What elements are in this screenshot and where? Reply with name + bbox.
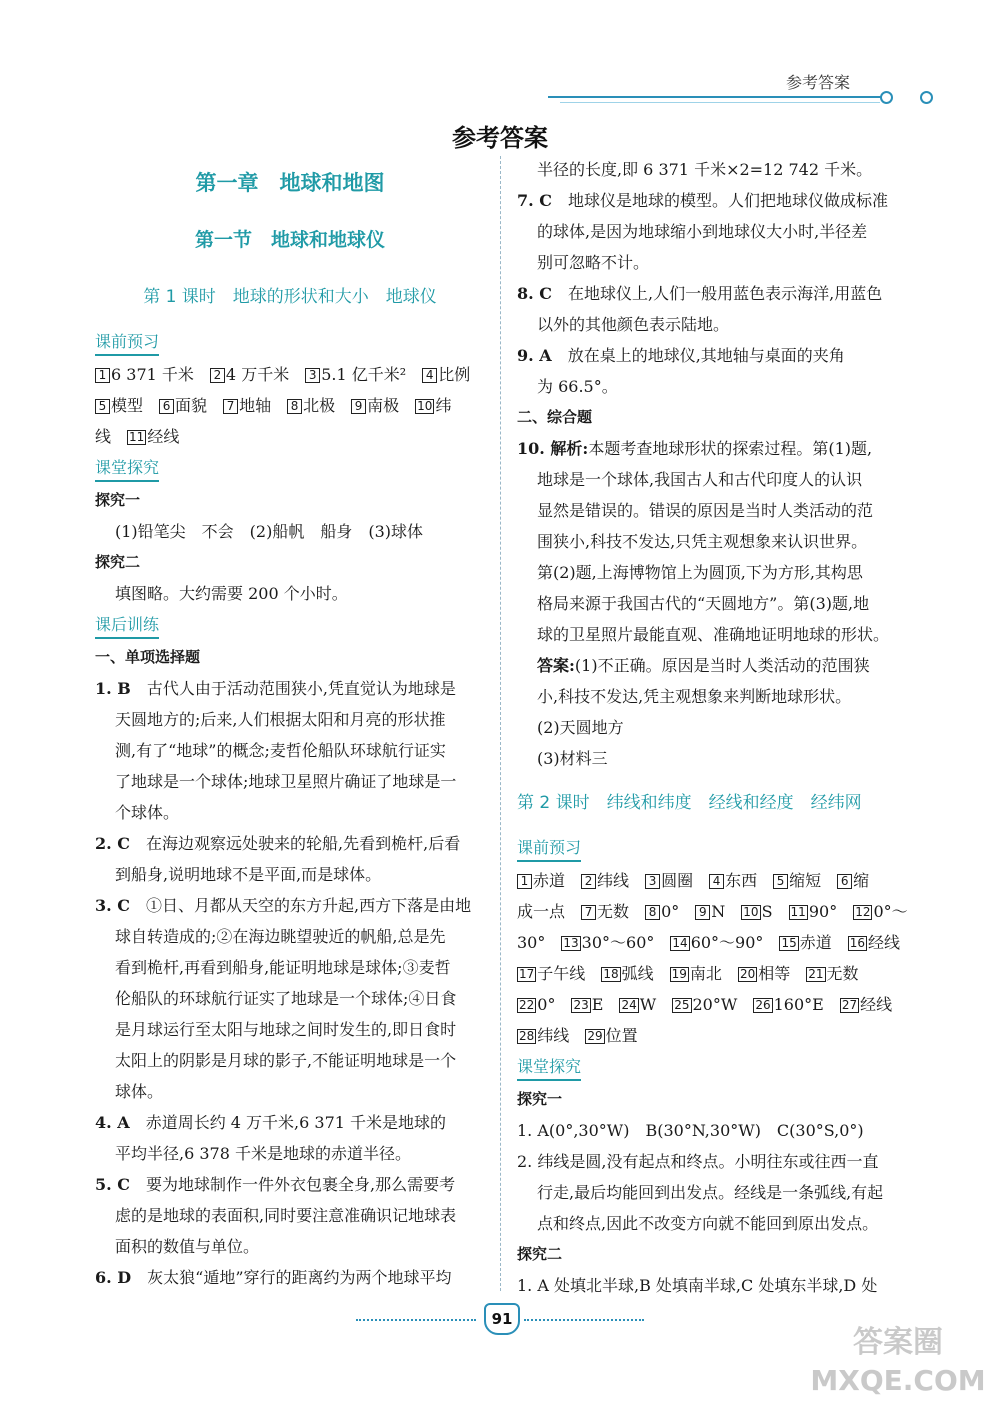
question-line: 平均半径,6 378 千米是地球的赤道半径。	[115, 1144, 411, 1163]
question-key: 8. C	[517, 284, 553, 303]
answer-number-box: 24	[621, 998, 637, 1012]
answer-text: 30°～60°	[581, 933, 655, 952]
answer-text: 面貌	[175, 396, 208, 415]
answer-row	[517, 989, 909, 1020]
question-key: 5. C	[95, 1175, 131, 1194]
answer-number-box: 26	[755, 998, 771, 1012]
answer-row	[517, 865, 909, 896]
question-text: 要为地球制作一件外衣包裹全身,那么需要考	[146, 1175, 456, 1194]
question-line	[95, 1262, 485, 1293]
answer-text: 线	[95, 427, 112, 446]
question-line: 半径的长度,即 6 371 千米×2=12 742 千米。	[537, 160, 873, 179]
page-number: 91	[484, 1303, 520, 1335]
answer-line: 小,科技不发达,凭主观想象来判断地球形状。	[537, 687, 852, 706]
question-line: 伦船队的环球航行证实了地球是一个球体;④日食	[115, 989, 457, 1008]
question-7	[517, 185, 909, 278]
explore-heading: 探究二	[95, 553, 141, 571]
answer-number-box: 29	[587, 1029, 603, 1043]
answer-text: 成一点	[517, 902, 566, 921]
answer-text: 北极	[303, 396, 336, 415]
answer-key: 答案:	[537, 656, 575, 675]
question-4	[95, 1107, 485, 1169]
answer-number-box: 8	[287, 399, 302, 414]
answer-text: 30°	[517, 933, 546, 952]
question-line	[95, 673, 485, 704]
pre-study-tag: 课前预习	[95, 330, 159, 356]
answer-text: 纬线	[537, 1026, 570, 1045]
answer-number-box: 23	[573, 998, 589, 1012]
answer-number-box: 1	[95, 368, 110, 383]
answer-text: 缩短	[789, 871, 822, 890]
answer-text: 0°	[661, 902, 680, 921]
question-3	[95, 890, 485, 1107]
question-line: 测,有了“地球”的概念;麦哲伦船队环球航行证实	[115, 741, 446, 760]
answer-text: E	[591, 995, 604, 1014]
answer-number-box: 4	[422, 368, 437, 383]
answer-text: 缩	[853, 871, 870, 890]
answer-number-box: 13	[563, 936, 579, 950]
answer-number-box: 2	[210, 368, 225, 383]
explore-answer: (1)铅笔尖 不会 (2)船帆 船身 (3)球体	[115, 522, 423, 541]
question-line: 面积的数值与单位。	[115, 1237, 260, 1256]
question-text: 在地球仪上,人们一般用蓝色表示海洋,用蓝色	[568, 284, 883, 303]
question-2	[95, 828, 485, 890]
question-line	[95, 1107, 485, 1138]
answer-line: 行走,最后均能回到出发点。经线是一条弧线,有起	[537, 1183, 884, 1202]
question-text: 在海边观察远处驶来的轮船,先看到桅杆,后看	[146, 834, 461, 853]
answer-number-box: 10	[743, 905, 759, 919]
answer-text: 纬线	[597, 871, 630, 890]
question-9	[517, 340, 909, 402]
answer-number-box: 10	[417, 399, 433, 413]
answer-row	[95, 421, 485, 452]
left-column	[95, 154, 485, 1293]
explore-heading: 探究一	[95, 491, 141, 509]
question-line: 球的卫星照片最能直观、准确地证明地球的形状。	[537, 625, 890, 644]
answer-row	[95, 359, 485, 390]
question-key: 6. D	[95, 1268, 132, 1287]
answer-text: 位置	[605, 1026, 638, 1045]
answer-text: W	[639, 995, 657, 1014]
column-divider	[500, 156, 501, 1291]
answer-number-box: 17	[519, 967, 535, 981]
page-title: 参考答案	[452, 124, 548, 152]
answer-number-box: 3	[305, 368, 320, 383]
answer-number-box: 2	[581, 874, 596, 889]
answer-row	[517, 958, 909, 989]
answer-line: (2)天圆地方	[537, 718, 624, 737]
question-line: 了地球是一个球体;地球卫星照片确证了地球是一	[115, 772, 457, 791]
question-key: 2. C	[95, 834, 131, 853]
answer-number-box: 18	[603, 967, 619, 981]
question-line: 看到桅杆,再看到船身,能证明地球是球体;③麦哲	[115, 958, 451, 977]
question-line: 太阳上的阴影是月球的影子,不能证明地球是一个	[115, 1051, 457, 1070]
footer-dots	[524, 1319, 644, 1321]
explore-heading: 探究二	[517, 1245, 563, 1263]
answer-number-box: 21	[808, 967, 824, 981]
answer-number-box: 9	[351, 399, 366, 414]
answer-number-box: 11	[129, 430, 145, 444]
after-class-tag: 课后训练	[95, 613, 159, 639]
question-text: 放在桌上的地球仪,其地轴与桌面的夹角	[567, 346, 845, 365]
answer-row	[517, 896, 909, 927]
answer-number-box: 6	[837, 874, 852, 889]
answer-text: 4 万千米	[225, 365, 290, 384]
question-line	[517, 340, 909, 371]
answer-row	[517, 1020, 909, 1051]
answer-text: 无数	[597, 902, 630, 921]
answer-number-box: 22	[519, 998, 535, 1012]
answer-number-box: 12	[855, 905, 871, 919]
answer-number-box: 5	[95, 399, 110, 414]
answer-number-box: 28	[519, 1029, 535, 1043]
answer-text: 0°	[537, 995, 556, 1014]
answer-number-box: 16	[849, 936, 866, 950]
answer-text: 地轴	[239, 396, 272, 415]
question-key: 4. A	[95, 1113, 130, 1132]
answer-number-box: 14	[672, 936, 688, 950]
explore-heading: 探究一	[517, 1090, 563, 1108]
answer-text: 20°W	[692, 995, 738, 1014]
header-rule-thin	[560, 102, 880, 103]
question-line	[517, 278, 909, 309]
answer-number-box: 19	[671, 967, 687, 981]
question-text: 赤道周长约 4 万千米,6 371 千米是地球的	[145, 1113, 447, 1132]
answer-number-box: 25	[674, 998, 690, 1012]
answer-row	[95, 390, 485, 421]
question-key: 7. C	[517, 191, 553, 210]
question-line: 显然是错误的。错误的原因是当时人类活动的范	[537, 501, 874, 520]
question-line: 本题考查地球形状的探索过程。第(1)题,	[588, 439, 873, 458]
question-line	[95, 1169, 485, 1200]
right-column	[517, 154, 909, 1301]
answer-number-box: 3	[645, 874, 660, 889]
answer-text: 60°～90°	[690, 933, 764, 952]
answer-text: 经线	[860, 995, 893, 1014]
answer-line: 点和终点,因此不改变方向就不能回到原出发点。	[537, 1214, 879, 1233]
question-line: 到船身,说明地球不是平面,而是球体。	[115, 865, 382, 884]
svg-text:答案圈: 答案圈	[853, 1325, 943, 1360]
answer-line: (3)材料三	[537, 749, 608, 768]
question-key: 3. C	[95, 896, 131, 915]
question-line	[517, 185, 909, 216]
question-line: 为 66.5°。	[537, 377, 618, 396]
answer-text: N	[711, 902, 726, 921]
answer-text: 东西	[725, 871, 758, 890]
question-5	[95, 1169, 485, 1262]
lesson-title: 第 2 课时 纬线和纬度 经线和经度 经纬网	[517, 793, 862, 813]
footer-dots	[356, 1319, 476, 1321]
answer-number-box: 6	[159, 399, 174, 414]
answer-number-box: 27	[841, 998, 858, 1012]
question-line	[95, 828, 485, 859]
question-text: ①日、月都从天空的东方升起,西方下落是由地	[146, 896, 472, 915]
answer-text: 子午线	[537, 964, 586, 983]
question-line: 虑的是地球的表面积,同时要注意准确识记地球表	[115, 1206, 457, 1225]
running-header: 参考答案	[786, 73, 851, 92]
answer-text: 纬	[435, 396, 452, 415]
answer-text: 5.1 亿千米²	[321, 365, 407, 384]
question-6	[95, 1262, 485, 1293]
answer-line: (1)不正确。原因是当时人类活动的范围狭	[574, 656, 870, 675]
question-line: 别可忽略不计。	[537, 253, 650, 272]
question-line: 是月球运行至太阳与地球之间时发生的,即日食时	[115, 1020, 457, 1039]
pre-study-tag: 课前预习	[517, 836, 581, 862]
explore-answer: 填图略。大约需要 200 个小时。	[115, 584, 348, 603]
answer-number-box: 1	[517, 874, 532, 889]
question-line: 地球是一个球体,我国古人和古代印度人的认识	[537, 470, 863, 489]
question-line: 第(2)题,上海博物馆上为圆顶,下为方形,其构思	[537, 563, 863, 582]
question-group-title: 二、综合题	[517, 408, 593, 426]
question-line: 以外的其他颜色表示陆地。	[537, 315, 730, 334]
question-line: 个球体。	[115, 803, 180, 822]
answer-text: 南极	[367, 396, 400, 415]
header-rule	[548, 96, 888, 98]
answer-text: 无数	[826, 964, 859, 983]
svg-text:MXQE.COM: MXQE.COM	[810, 1364, 986, 1397]
question-line: 球体。	[115, 1082, 164, 1101]
answer-text: 90°	[808, 902, 838, 921]
answer-line: 纬线是圆,没有起点和终点。小明往东或往西一直	[537, 1152, 879, 1171]
question-key: 9. A	[517, 346, 552, 365]
answer-text: S	[761, 902, 773, 921]
watermark-logo	[808, 1318, 988, 1398]
question-10	[517, 433, 909, 774]
answer-text: 比例	[438, 365, 471, 384]
answer-number-box: 5	[773, 874, 788, 889]
chapter-title: 第一章 地球和地图	[195, 171, 385, 195]
question-8	[517, 278, 909, 340]
question-key: 1. B	[95, 679, 131, 698]
answer-text: 0°～	[873, 902, 908, 921]
question-line: 天圆地方的;后来,人们根据太阳和月亮的形状推	[115, 710, 446, 729]
header-dot	[880, 91, 893, 104]
answer-number-box: 4	[709, 874, 724, 889]
question-line: 球自转造成的;②在海边眺望驶近的帆船,总是先	[115, 927, 446, 946]
lesson-title: 第 1 课时 地球的形状和大小 地球仪	[143, 287, 437, 307]
question-1	[95, 673, 485, 828]
answer-text: 圆圈	[661, 871, 694, 890]
question-line: 格局来源于我国古代的“天圆地方”。第(3)题,地	[537, 594, 870, 613]
header-dot	[920, 91, 933, 104]
answer-text: 160°E	[773, 995, 824, 1014]
answer-number-box: 8	[645, 905, 660, 920]
answer-number-box: 7	[223, 399, 238, 414]
answer-row	[517, 927, 909, 958]
answer-text: 赤道	[799, 933, 832, 952]
section-title: 第一节 地球和地球仪	[194, 229, 385, 251]
answer-number-box: 15	[781, 936, 797, 950]
answer-text: 6 371 千米	[111, 365, 194, 384]
class-explore-tag: 课堂探究	[95, 456, 159, 482]
answer-text: 经线	[147, 427, 180, 446]
question-line: 围狭小,科技不发达,只凭主观想象来认识世界。	[537, 532, 868, 551]
answer-text: 模型	[111, 396, 144, 415]
answer-text: 相等	[758, 964, 791, 983]
answer-text: 南北	[689, 964, 722, 983]
question-group-title: 一、单项选择题	[95, 648, 201, 666]
class-explore-tag: 课堂探究	[517, 1055, 581, 1081]
explore-answer: 1. A(0°,30°W) B(30°N,30°W) C(30°S,0°)	[517, 1121, 864, 1140]
question-key: 10. 解析:	[517, 439, 589, 458]
answer-number-box: 11	[790, 905, 806, 919]
question-line: 的球体,是因为地球缩小到地球仪大小时,半径差	[537, 222, 868, 241]
explore-answer: 1. A 处填北半球,B 处填南半球,C 处填东半球,D 处	[517, 1276, 878, 1295]
answer-key: 2.	[517, 1152, 533, 1171]
answer-text: 弧线	[621, 964, 654, 983]
answer-text: 经线	[868, 933, 901, 952]
answer-text: 赤道	[533, 871, 566, 890]
question-text: 古代人由于活动范围狭小,凭直觉认为地球是	[146, 679, 456, 698]
question-line	[95, 890, 485, 921]
answer-number-box: 9	[695, 905, 710, 920]
answer-number-box: 7	[581, 905, 596, 920]
question-text: 地球仪是地球的模型。人们把地球仪做成标准	[568, 191, 889, 210]
answer-number-box: 20	[739, 967, 756, 981]
question-text: 灰太狼“遁地”穿行的距离约为两个地球平均	[147, 1268, 452, 1287]
